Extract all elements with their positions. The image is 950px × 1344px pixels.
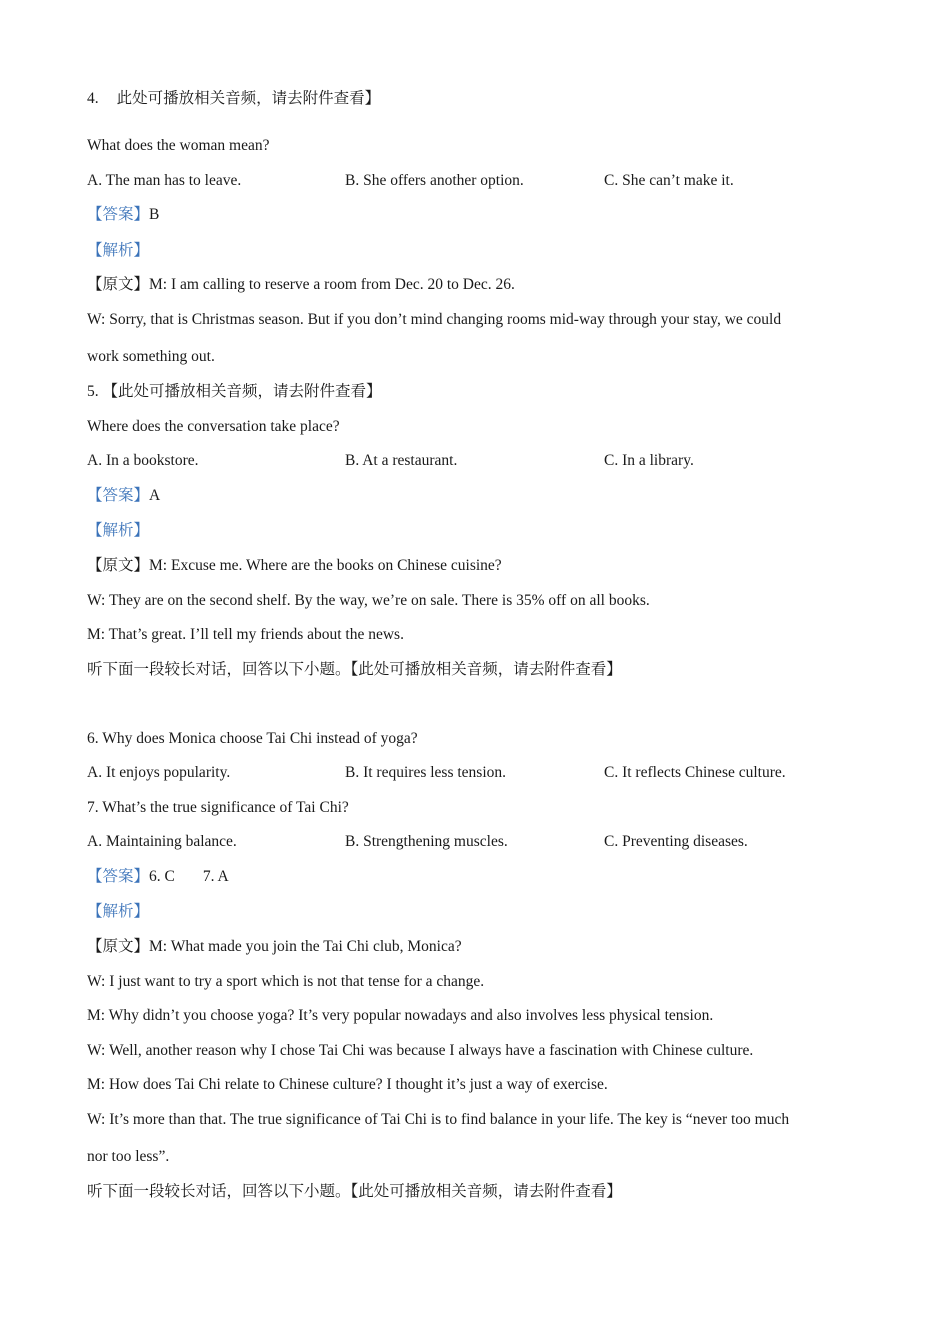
q4-transcript-line-2: W: Sorry, that is Christmas season. But if you don’t mind changing rooms mid-way through your stay, we could [87, 311, 782, 328]
q4-transcript-line-1 [87, 275, 515, 295]
q7-question: 7. What’s the true significance of Tai Chi? [87, 799, 349, 816]
q4-original-tag: 【原文】 [87, 276, 150, 293]
q67-transcript-line-5: M: How does Tai Chi relate to Chinese culture? I thought it’s just a way of exercise. [87, 1076, 608, 1093]
q5-transcript-line-2: W: They are on the second shelf. By the way, we’re on sale. There is 35% off on all books. [87, 592, 650, 609]
q6-answer-value: 6. C [149, 868, 175, 885]
q4-option-c: C. She can’t make it. [604, 172, 734, 189]
section-intro-1: 听下面一段较长对话，回答以下小题。【此处可播放相关音频，请去附件查看】 [87, 661, 622, 678]
q5-answer-value: A [149, 487, 161, 504]
q5-option-b: B. At a restaurant. [345, 452, 458, 469]
q67-answer-tag: 【答案】 [87, 868, 150, 885]
q5-answer-tag: 【答案】 [87, 487, 150, 504]
q67-original-tag: 【原文】 [87, 938, 150, 955]
q5-option-c: C. In a library. [604, 452, 694, 469]
q67-transcript-line-1 [87, 937, 462, 957]
q4-audio-note: 此处可播放相关音频，请去附件查看】 [116, 90, 381, 107]
q67-transcript-line-2: W: I just want to try a sport which is not that tense for a change. [87, 973, 485, 990]
q5-answer [87, 486, 160, 506]
q4-header [87, 89, 380, 109]
q6-option-a: A. It enjoys popularity. [87, 764, 231, 781]
q6-option-b: B. It requires less tension. [345, 764, 507, 781]
q5-header: 5. 【此处可播放相关音频，请去附件查看】 [87, 383, 382, 400]
q4-question: What does the woman mean? [87, 137, 270, 154]
q7-option-c: C. Preventing diseases. [604, 833, 748, 850]
q6-option-c: C. It reflects Chinese culture. [604, 764, 786, 781]
q4-option-b: B. She offers another option. [345, 172, 524, 189]
section-intro-2: 听下面一段较长对话，回答以下小题。【此处可播放相关音频，请去附件查看】 [87, 1183, 622, 1200]
q5-transcript-line-1 [87, 556, 502, 576]
q6-question: 6. Why does Monica choose Tai Chi instead of yoga? [87, 730, 418, 747]
q4-analysis-tag: 【解析】 [87, 242, 150, 259]
q5-question: Where does the conversation take place? [87, 418, 340, 435]
q5-transcript-line-3: M: That’s great. I’ll tell my friends about the news. [87, 626, 404, 643]
q4-answer-value: B [149, 206, 160, 223]
q5-original-tag: 【原文】 [87, 557, 150, 574]
q4-number: 4. [87, 90, 99, 107]
q67-analysis-tag: 【解析】 [87, 903, 150, 920]
q67-transcript-text-1: M: What made you join the Tai Chi club, Monica? [149, 938, 462, 955]
q7-option-b: B. Strengthening muscles. [345, 833, 508, 850]
q67-transcript-line-7: nor too less”. [87, 1148, 170, 1165]
q67-transcript-line-4: W: Well, another reason why I chose Tai Chi was because I always have a fascination with Chinese culture. [87, 1042, 754, 1059]
q7-answer-value: 7. A [202, 868, 229, 885]
q4-transcript-line-3: work something out. [87, 348, 215, 365]
q4-option-a: A. The man has to leave. [87, 172, 242, 189]
q7-option-a: A. Maintaining balance. [87, 833, 237, 850]
q4-transcript-text-1: M: I am calling to reserve a room from Dec. 20 to Dec. 26. [149, 276, 515, 293]
q67-transcript-line-3: M: Why didn’t you choose yoga? It’s very popular nowadays and also involves less physical tension. [87, 1007, 714, 1024]
q5-transcript-text-1: M: Excuse me. Where are the books on Chinese cuisine? [149, 557, 502, 574]
q67-transcript-line-6: W: It’s more than that. The true significance of Tai Chi is to find balance in your life. The key is “never too much [87, 1111, 790, 1128]
q5-analysis-tag: 【解析】 [87, 522, 150, 539]
q4-answer [87, 205, 159, 225]
q67-answer [87, 867, 229, 887]
q4-answer-tag: 【答案】 [87, 206, 150, 223]
q5-option-a: A. In a bookstore. [87, 452, 199, 469]
